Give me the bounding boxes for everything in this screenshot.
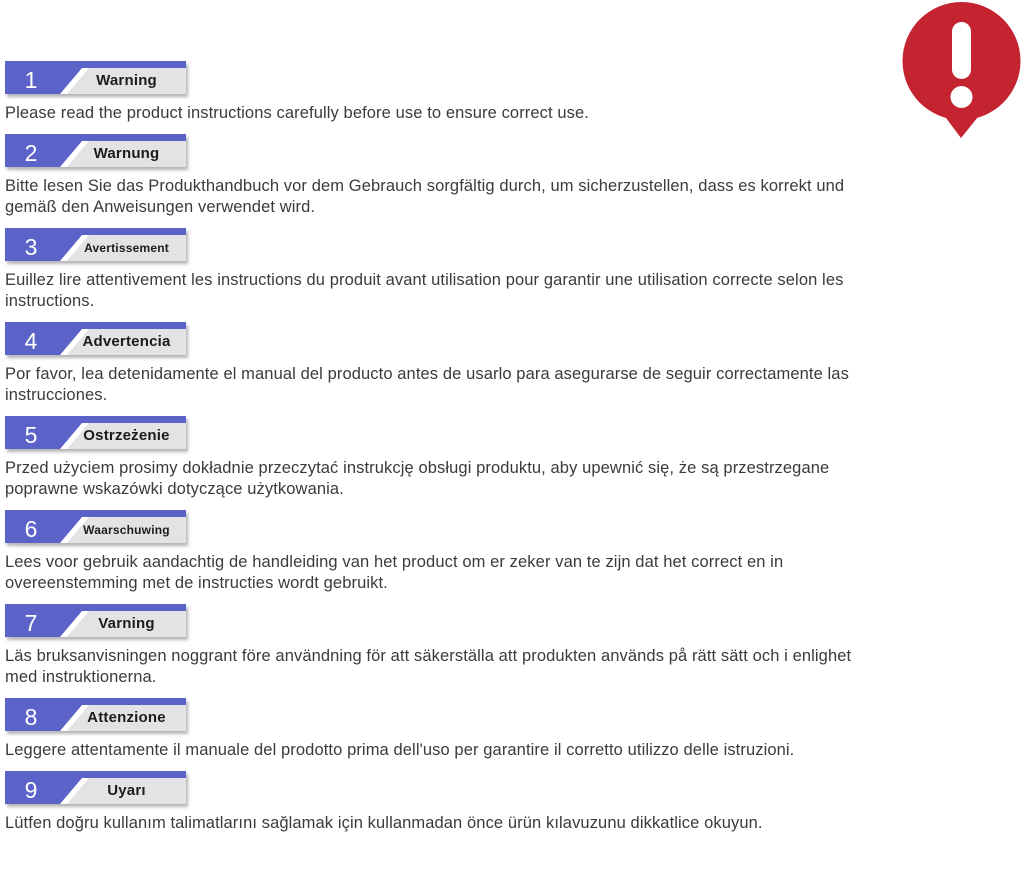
section-badge bbox=[5, 510, 186, 543]
section-language-label: Warnung bbox=[93, 145, 160, 162]
section-language-label: Waarschuwing bbox=[83, 522, 170, 537]
warning-section-8 bbox=[5, 698, 1024, 761]
section-language-label: Varning bbox=[98, 615, 155, 632]
section-number: 1 bbox=[24, 67, 38, 93]
warning-text: Por favor, lea detenidamente el manual del producto antes de usarlo para asegurarse de seguir correctamente las instrucciones. bbox=[5, 365, 849, 404]
section-number: 5 bbox=[24, 422, 38, 448]
section-language-label: Uyarı bbox=[107, 782, 146, 799]
section-language-label: Warning bbox=[96, 72, 157, 89]
section-badge bbox=[5, 416, 186, 449]
warning-text: Przed użyciem prosimy dokładnie przeczytać instrukcję obsługi produktu, aby upewnić się, że są przestrzegane poprawne wskazówki dotyczące użytkowania. bbox=[5, 459, 830, 498]
warning-text: Euillez lire attentivement les instructions du produit avant utilisation pour garantir une utilisation correcte selon les instructions. bbox=[5, 271, 844, 310]
warning-text: Please read the product instructions carefully before use to ensure correct use. bbox=[5, 104, 589, 122]
warning-section-3 bbox=[5, 228, 1024, 312]
warning-text: Bitte lesen Sie das Produkthandbuch vor dem Gebrauch sorgfältig durch, um sicherzustellen, dass es korrekt und gemäß den Anweisungen verwendet wird. bbox=[5, 177, 845, 216]
section-badge bbox=[5, 228, 186, 261]
section-badge bbox=[5, 698, 186, 731]
section-number: 9 bbox=[24, 777, 38, 803]
section-language-label: Ostrzeżenie bbox=[83, 427, 170, 444]
warning-section-9 bbox=[5, 771, 1024, 834]
section-number: 4 bbox=[24, 328, 38, 354]
warning-text: Leggere attentamente il manuale del prodotto prima dell'uso per garantire il corretto utilizzo delle istruzioni. bbox=[5, 741, 795, 759]
section-language-label: Attenzione bbox=[87, 709, 166, 726]
warning-section-4 bbox=[5, 322, 1024, 406]
warning-section-1 bbox=[5, 61, 1024, 124]
section-badge bbox=[5, 61, 186, 94]
warning-section-2 bbox=[5, 134, 1024, 218]
section-badge bbox=[5, 771, 186, 804]
section-badge bbox=[5, 604, 186, 637]
section-language-label: Advertencia bbox=[82, 333, 171, 350]
warning-text: Läs bruksanvisningen noggrant före användning för att säkerställa att produkten används på rätt sätt och i enlighet med instruktionerna. bbox=[5, 647, 852, 686]
section-number: 2 bbox=[24, 140, 38, 166]
section-badge bbox=[5, 134, 186, 167]
section-language-label: Avertissement bbox=[84, 240, 169, 255]
section-number: 3 bbox=[24, 234, 38, 260]
warning-text: Lütfen doğru kullanım talimatlarını sağlamak için kullanmadan önce ürün kılavuzunu dikkatlice okuyun. bbox=[5, 814, 763, 832]
warning-section-7 bbox=[5, 604, 1024, 688]
warning-text: Lees voor gebruik aandachtig de handleiding van het product om er zeker van te zijn dat het correct en in overeenstemming met de instructies wordt gebruikt. bbox=[5, 553, 784, 592]
section-badge bbox=[5, 322, 186, 355]
section-number: 7 bbox=[24, 610, 38, 636]
warning-section-5 bbox=[5, 416, 1024, 500]
section-number: 8 bbox=[24, 704, 38, 730]
exclamation-warning-pin-icon bbox=[901, 2, 1022, 138]
warning-section-6 bbox=[5, 510, 1024, 594]
section-number: 6 bbox=[24, 516, 38, 542]
